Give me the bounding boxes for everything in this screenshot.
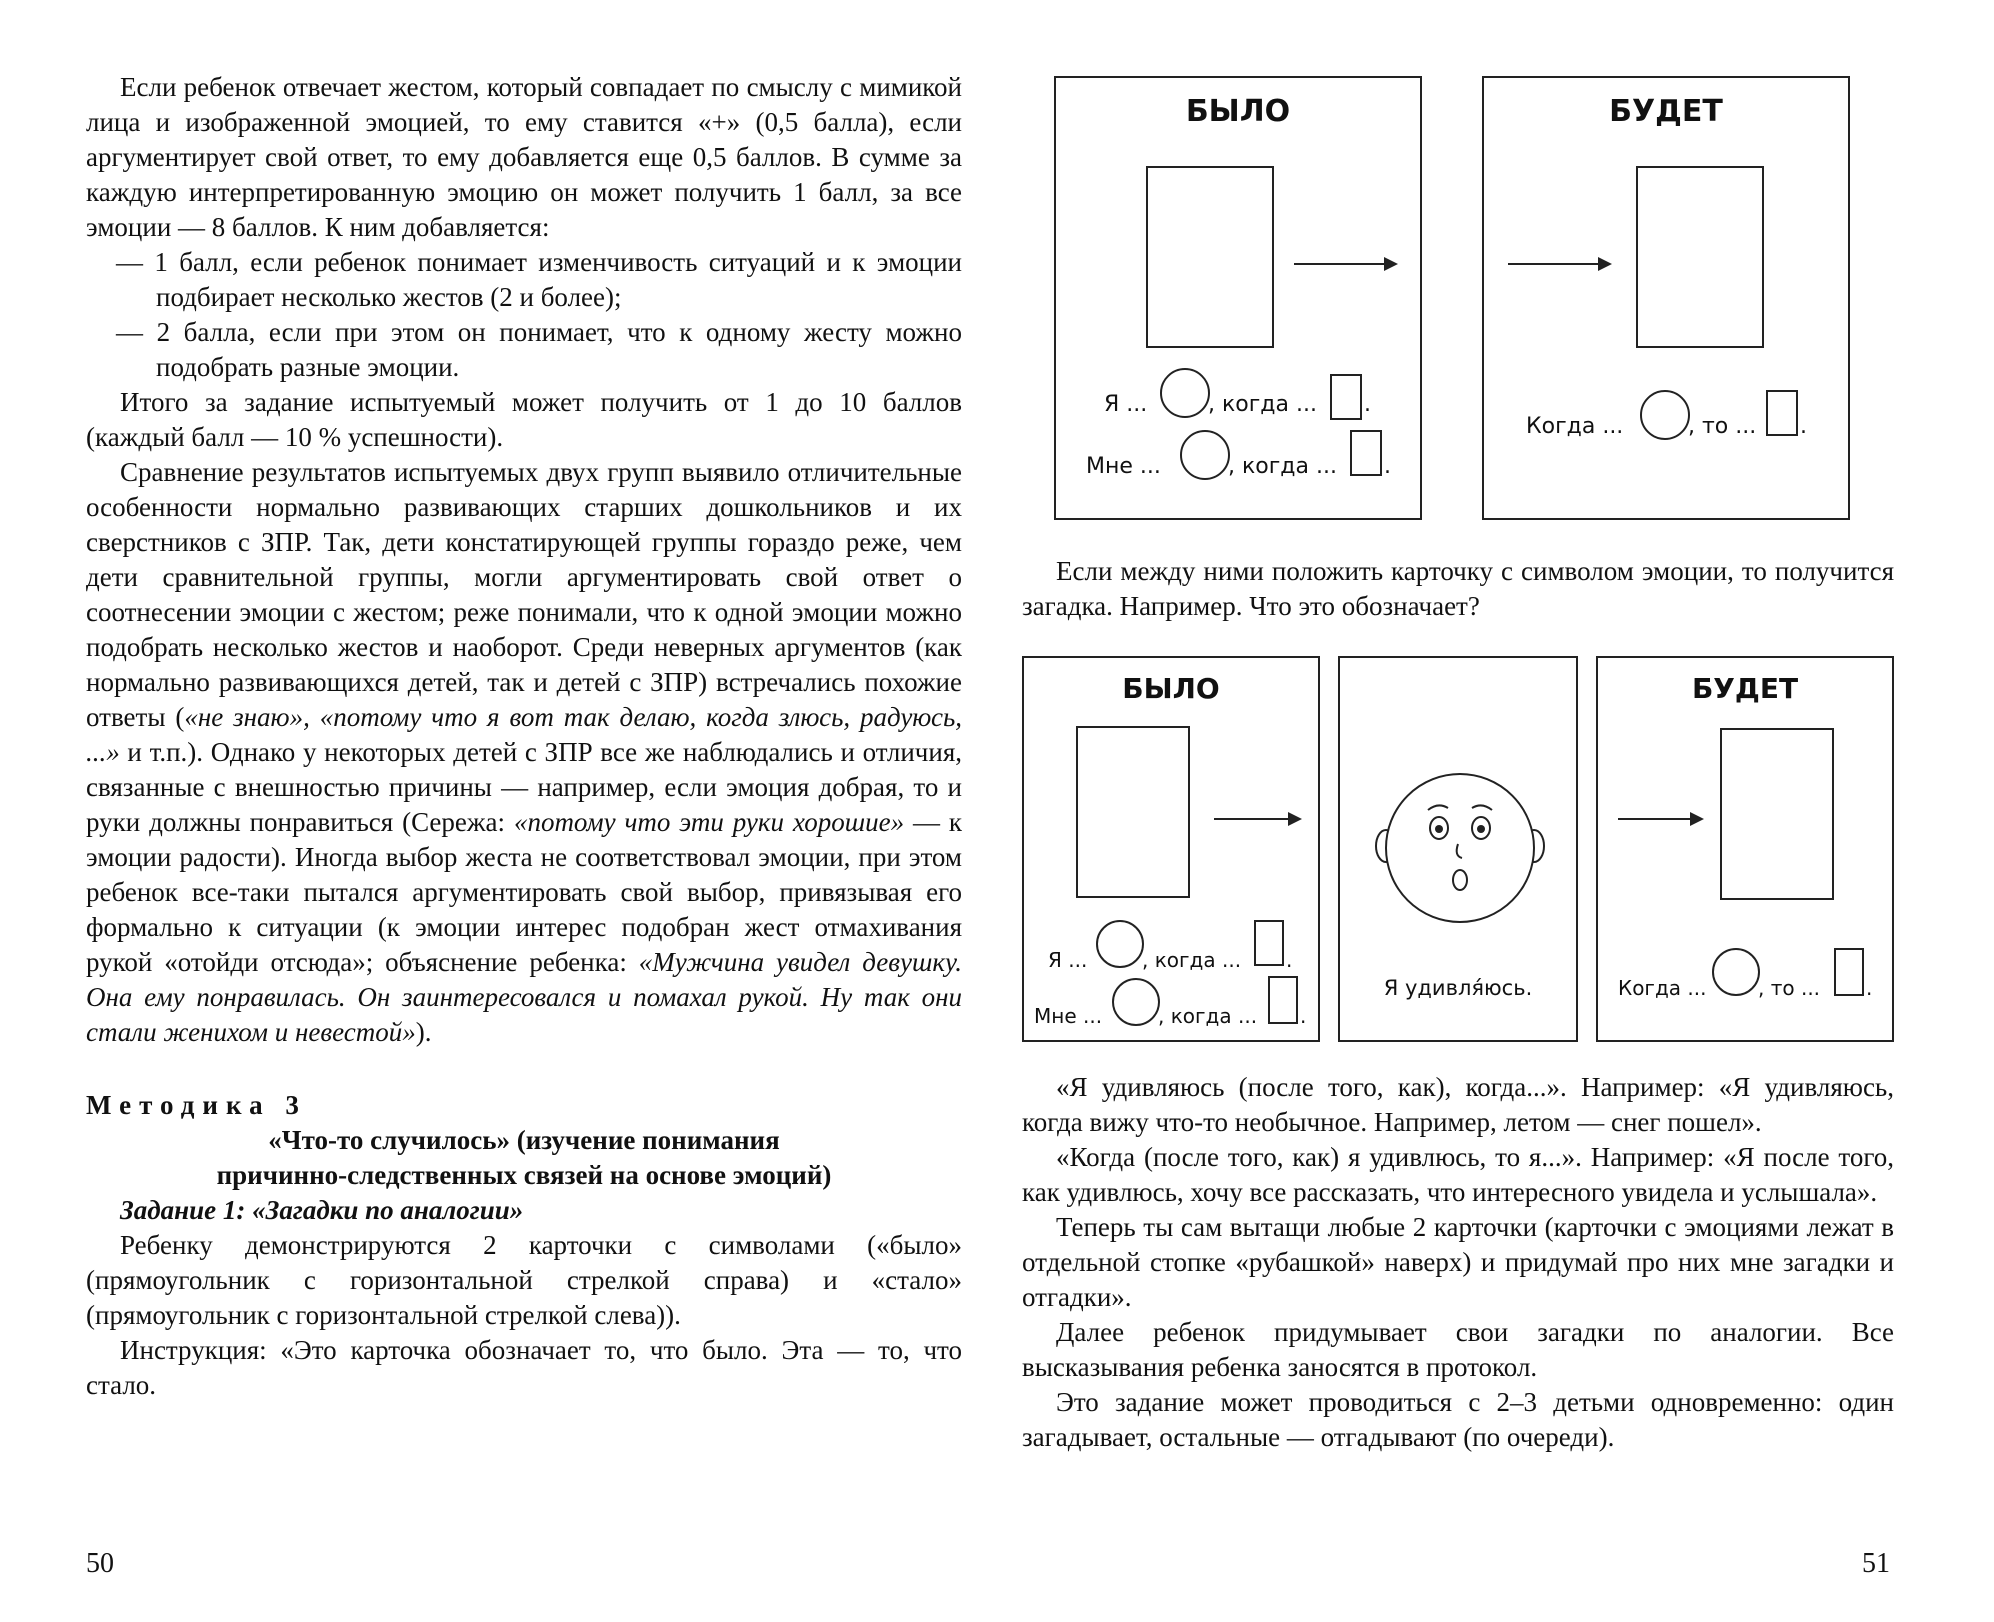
paragraph: «Когда (после того, как) я удивлюсь, то я...». Например: «Я после того, как удивлюсь, хочу все рассказать, что интересного увидела и услышала». (1022, 1142, 1894, 1207)
page-number-right: 51 (1862, 1548, 1890, 1579)
card-line: Я ... (1048, 948, 1088, 972)
card-line: . (1866, 976, 1873, 1000)
card-line: Я ... (1104, 392, 1148, 417)
result-square (1268, 976, 1298, 1024)
card-line: Когда ... (1526, 414, 1624, 439)
result-square (1766, 390, 1798, 436)
card-emotion (1338, 656, 1578, 1042)
event-rectangle (1636, 166, 1764, 348)
task-title: Задание 1: «Загадки по аналогии» (120, 1195, 524, 1225)
card-was (1022, 656, 1320, 1042)
card-line: . (1800, 414, 1807, 439)
card-title: БЫЛО (1185, 94, 1291, 129)
event-rectangle (1076, 726, 1190, 898)
card-line: . (1300, 1004, 1307, 1028)
paragraph: Далее ребенок придумывает свои загадки по аналогии. Все высказывания ребенка заносятся в протокол. (1022, 1317, 1894, 1382)
method-subtitle: причинно-следственных связей на основе эмоций) (216, 1160, 832, 1190)
left-page-column (86, 70, 962, 1403)
list-item: — 2 балла, если при этом он понимает, что к одному жесту можно подобрать разные эмоции. (116, 317, 962, 382)
emotion-circle (1712, 948, 1760, 996)
card-line: . (1286, 948, 1293, 972)
card-line: . (1364, 392, 1371, 417)
paragraph: Теперь ты сам вытащи любые 2 карточки (карточки с эмоциями лежат в отдельной стопке «рубашкой» наверх) и придумай про них мне загадки и отгадки». (1022, 1212, 1894, 1312)
card-line: Когда ... (1618, 976, 1707, 1000)
result-square (1350, 430, 1382, 476)
right-text-bottom (1022, 1070, 1894, 1455)
paragraph: Сравнение результатов испытуемых двух групп выявило отличительные особенности нормально развивающих старших дошкольников и их сверстников с ЗПР. Так, дети констатирующей группы гораздо реже, чем дети сравнительной группы, могли аргументировать свой ответ о соотнесении эмоции с жестом; реже понимали, что к одной эмоции можно подобрать несколько жестов и наоборот. Среди неверных аргументов (как нормально развивающихся детей, так и детей с ЗПР) встречались похожие ответы («не знаю», «потому что я вот так делаю, когда злюсь, радуюсь, ...» и т.п.). Однако у некоторых детей с ЗПР все же наблюдались и отличия, связанные с внешностью причины — например, если эмоция добрая, то и руки должны понравиться (Сережа: «потому что эти руки хорошие» — к эмоции радости). Иногда выбор жеста не соответствовал эмоции, при этом ребенок все-таки пытался аргументировать свой выбор, привязывая его формально к ситуации (к эмоции интерес подобран жест отмахивания рукой «отойди отсюда»; объяснение ребенка: «Мужчина увидел девушку. Она ему понравилась. Он заинтересовался и помахал рукой. Ну так они стали женихом и невестой»). (86, 457, 963, 1047)
emotion-caption: Я удивля́юсь. (1383, 976, 1533, 1000)
arrow-right-icon (1214, 818, 1300, 820)
card-line: Мне ... (1034, 1004, 1103, 1028)
paragraph: Если между ними положить карточку с символом эмоции, то получится загадка. Например. Что это обозначает? (1022, 556, 1894, 621)
emotion-circle (1096, 920, 1144, 968)
event-rectangle (1146, 166, 1274, 348)
card-line: . (1384, 454, 1391, 479)
card-line: , то ... (1758, 976, 1821, 1000)
paragraph: Итого за задание испытуемый может получить от 1 до 10 баллов (каждый балл — 10 % успешности). (86, 387, 962, 452)
page-number-left: 50 (86, 1548, 114, 1579)
card-line: , то ... (1688, 414, 1757, 439)
card-line: , когда ... (1228, 454, 1337, 479)
paragraph: «Я удивляюсь (после того, как), когда...». Например: «Я удивляюсь, когда вижу что-то необычное. Например, летом — снег пошел». (1022, 1072, 1894, 1137)
list-item: — 1 балл, если ребенок понимает изменчивость ситуаций и к эмоции подбирает несколько жестов (2 и более); (116, 247, 962, 312)
result-square (1834, 948, 1864, 996)
card-title: БУДЕТ (1609, 94, 1723, 129)
card-title: БУДЕТ (1691, 672, 1799, 705)
result-square (1254, 920, 1284, 966)
card-line: , когда ... (1142, 948, 1242, 972)
card-line: , когда ... (1208, 392, 1317, 417)
arrow-right-icon (1294, 263, 1396, 265)
right-text-top (1022, 554, 1894, 624)
paragraph: Это задание может проводиться с 2–3 детьми одновременно: один загадывает, остальные — отгадывают (по очереди). (1022, 1387, 1894, 1452)
arrow-right-icon (1508, 263, 1610, 265)
card-was (1054, 76, 1422, 520)
paragraph: Ребенку демонстрируются 2 карточки с символами («было» (прямоугольник с горизонтальной стрелкой справа) и «стало» (прямоугольник с горизонтальной стрелкой слева)). (86, 1230, 962, 1330)
surprised-face-icon (1340, 698, 1580, 958)
emotion-circle (1112, 978, 1160, 1026)
card-line: , когда ... (1158, 1004, 1258, 1028)
result-square (1330, 374, 1362, 420)
paragraph: Если ребенок отвечает жестом, который совпадает по смыслу с мимикой лица и изображенной эмоцией, то ему ставится «+» (0,5 балла), если аргументирует свой ответ, то ему добавляется еще 0,5 баллов. В сумме за каждую интерпретированную эмоцию он может получить 1 балл, за все эмоции — 8 баллов. К ним добавляется: (86, 72, 962, 242)
method-title: Методика 3 (86, 1090, 307, 1120)
card-title: БЫЛО (1122, 672, 1220, 705)
method-subtitle: «Что-то случилось» (изучение понимания (268, 1125, 780, 1155)
arrow-right-icon (1618, 818, 1702, 820)
card-line: Мне ... (1086, 454, 1161, 479)
emotion-circle (1640, 390, 1690, 440)
paragraph: Инструкция: «Это карточка обозначает то, что было. Эта — то, что стало. (86, 1335, 962, 1400)
card-will-be (1596, 656, 1894, 1042)
emotion-circle (1160, 368, 1210, 418)
event-rectangle (1720, 728, 1834, 900)
emotion-circle (1180, 430, 1230, 480)
card-will-be (1482, 76, 1850, 520)
